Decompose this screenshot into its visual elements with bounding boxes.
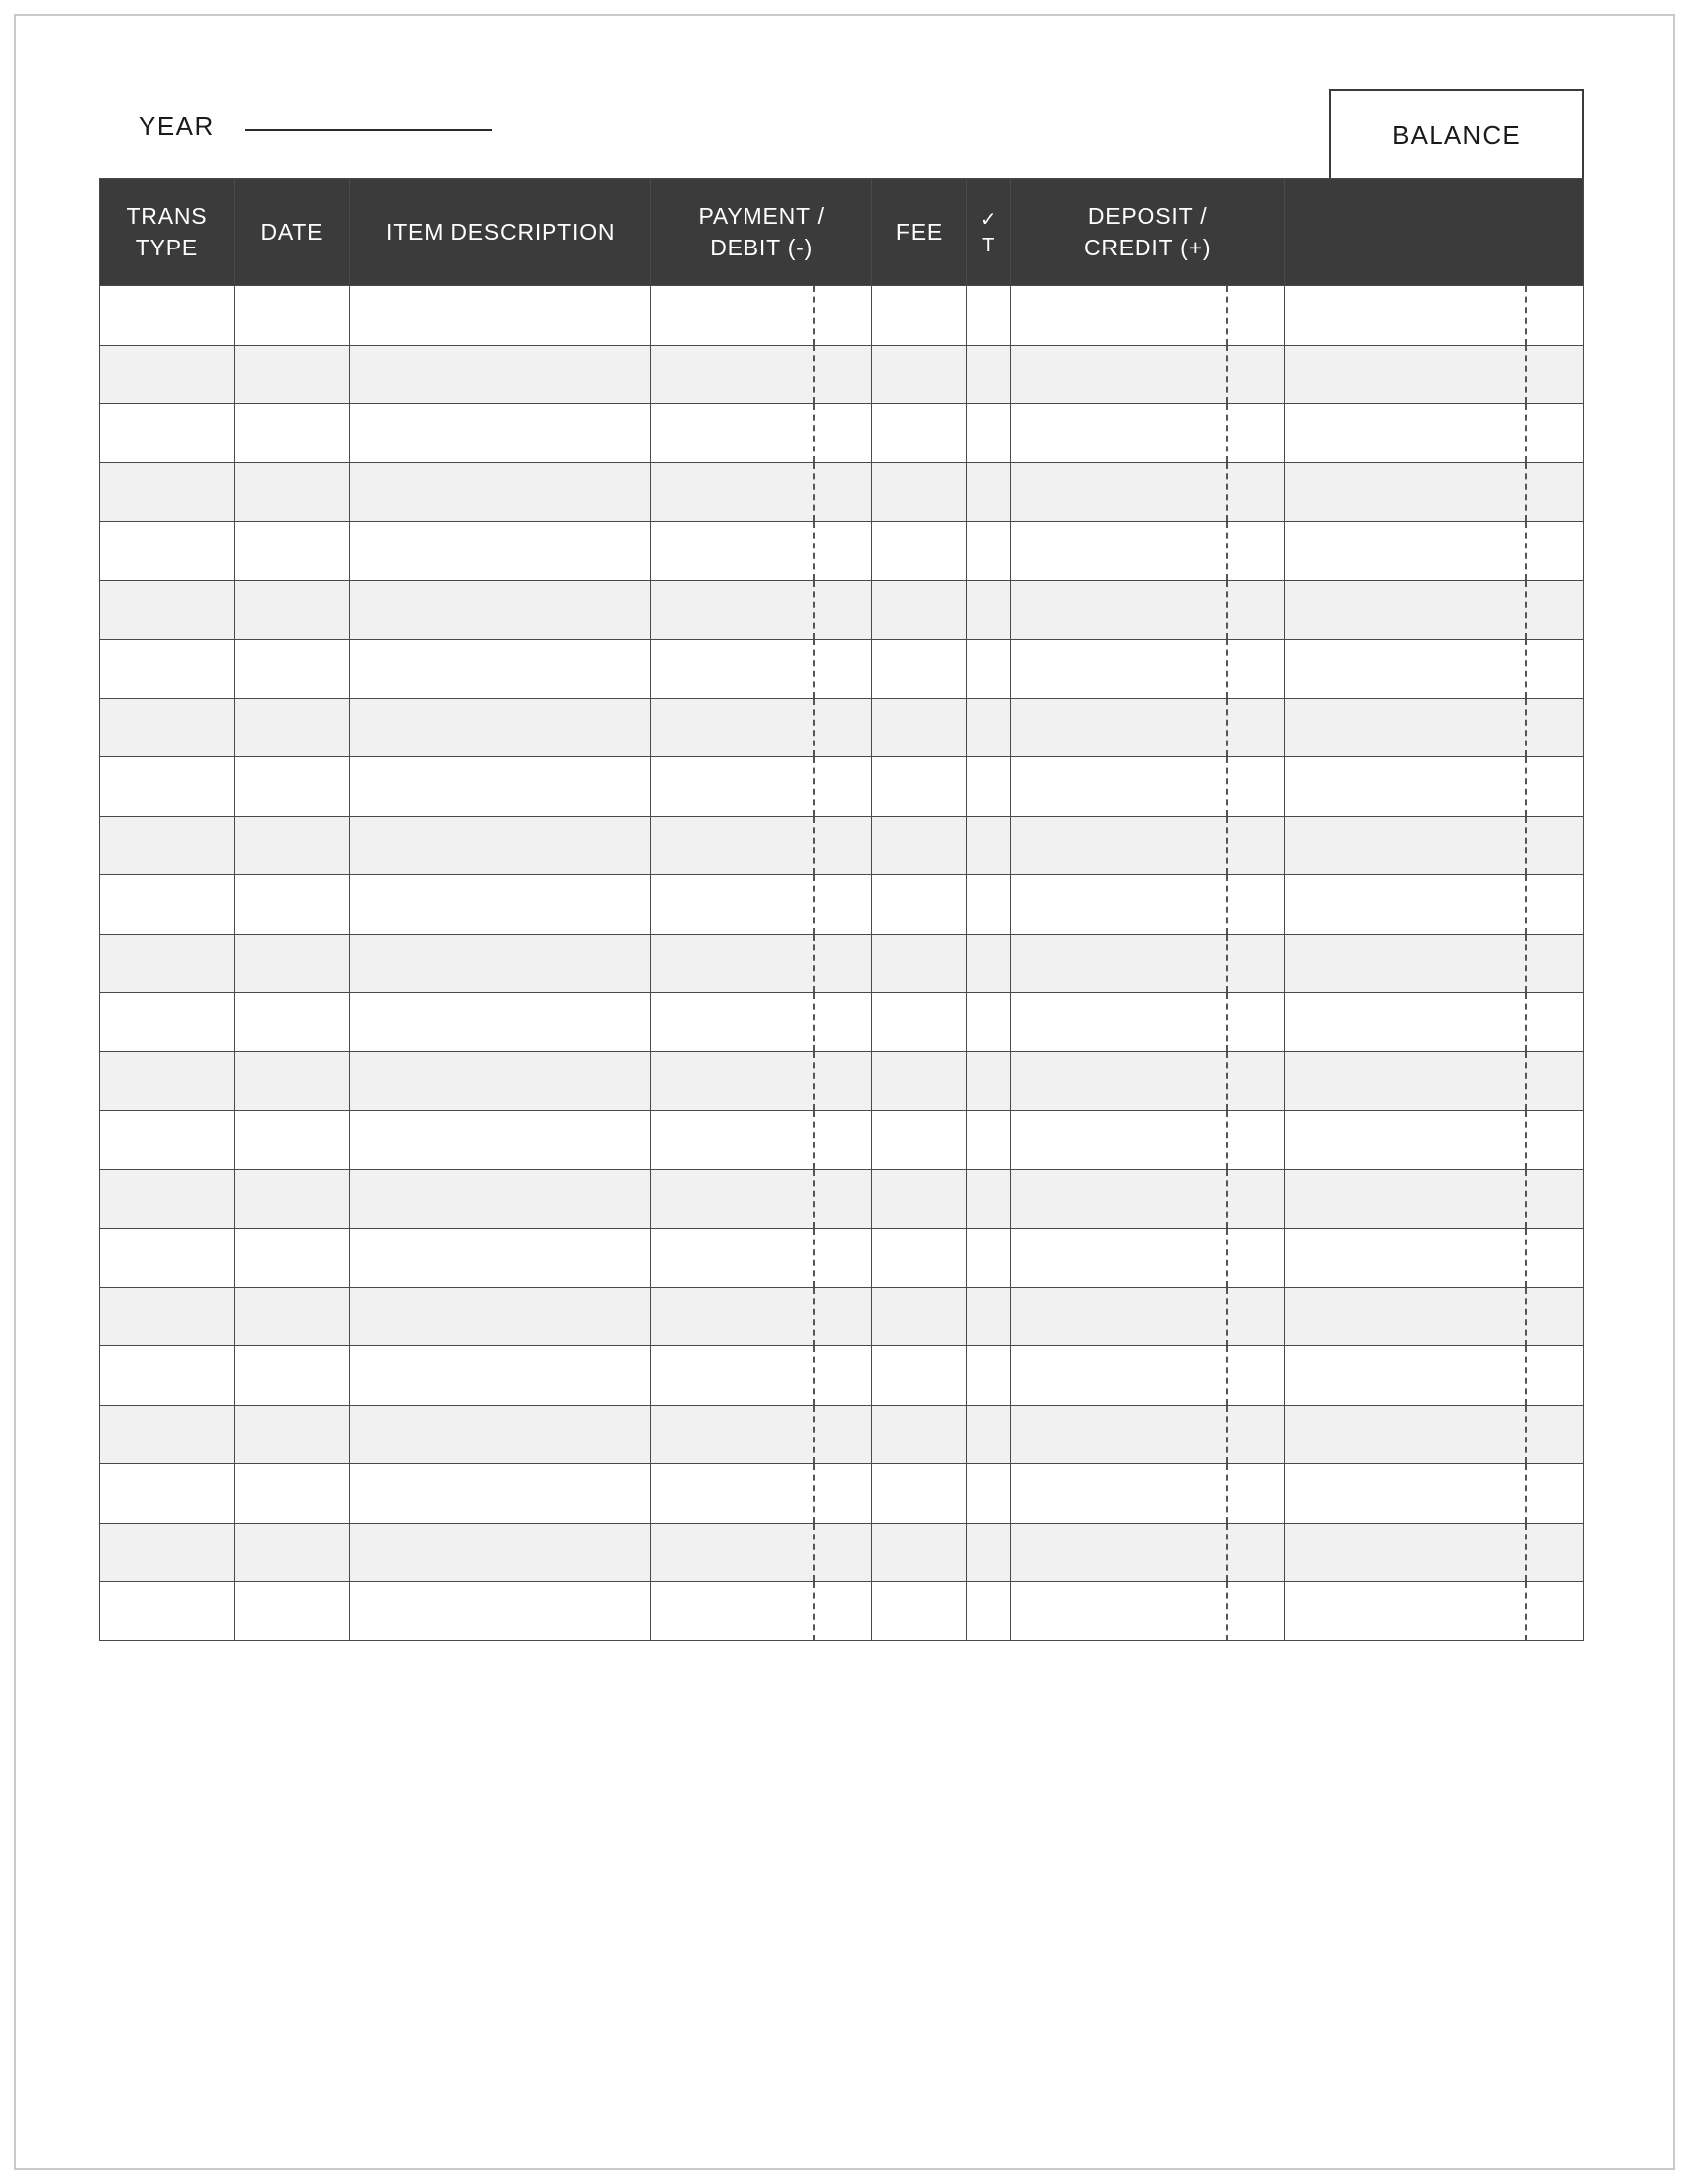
cell-fee[interactable] bbox=[871, 875, 966, 935]
cell-cleared-check[interactable] bbox=[966, 580, 1011, 640]
cell-item-description[interactable] bbox=[349, 1346, 650, 1406]
cents-divider bbox=[1525, 757, 1527, 816]
cents-divider bbox=[1226, 699, 1228, 757]
check-register-sheet bbox=[99, 89, 1584, 1641]
cell-fee[interactable] bbox=[871, 522, 966, 581]
cell-trans-type[interactable] bbox=[100, 934, 235, 993]
cents-divider bbox=[813, 286, 815, 345]
cell-item-description[interactable] bbox=[349, 1229, 650, 1288]
cell-item-description[interactable] bbox=[349, 993, 650, 1052]
cell-deposit-credit[interactable] bbox=[1011, 993, 1284, 1052]
year-label: YEAR bbox=[139, 111, 215, 141]
cents-divider bbox=[1525, 346, 1527, 404]
cell-trans-type[interactable] bbox=[100, 816, 235, 875]
cell-cleared-check[interactable] bbox=[966, 1169, 1011, 1229]
cents-divider bbox=[813, 699, 815, 757]
cell-fee[interactable] bbox=[871, 1287, 966, 1346]
cents-divider bbox=[813, 404, 815, 462]
cell-item-description[interactable] bbox=[349, 522, 650, 581]
cents-divider bbox=[813, 757, 815, 816]
cell-date[interactable] bbox=[234, 345, 349, 404]
cell-deposit-credit[interactable] bbox=[1011, 286, 1284, 346]
cell-item-description[interactable] bbox=[349, 1111, 650, 1170]
table-row bbox=[100, 404, 1584, 463]
cell-date[interactable] bbox=[234, 1464, 349, 1524]
cell-balance[interactable] bbox=[1284, 462, 1583, 522]
cell-fee[interactable] bbox=[871, 1405, 966, 1464]
cell-deposit-credit[interactable] bbox=[1011, 462, 1284, 522]
cell-balance[interactable] bbox=[1284, 1169, 1583, 1229]
cell-deposit-credit[interactable] bbox=[1011, 816, 1284, 875]
cell-payment-debit[interactable] bbox=[651, 1346, 872, 1406]
table-row bbox=[100, 1464, 1584, 1524]
cell-payment-debit[interactable] bbox=[651, 875, 872, 935]
cell-payment-debit[interactable] bbox=[651, 286, 872, 346]
cell-item-description[interactable] bbox=[349, 1169, 650, 1229]
cents-divider bbox=[1525, 1288, 1527, 1346]
cents-divider bbox=[1226, 463, 1228, 522]
cell-item-description[interactable] bbox=[349, 816, 650, 875]
cell-trans-type[interactable] bbox=[100, 1464, 235, 1524]
cell-payment-debit[interactable] bbox=[651, 462, 872, 522]
cell-trans-type[interactable] bbox=[100, 1111, 235, 1170]
cell-fee[interactable] bbox=[871, 816, 966, 875]
cell-balance[interactable] bbox=[1284, 1111, 1583, 1170]
cell-cleared-check[interactable] bbox=[966, 286, 1011, 346]
cell-deposit-credit[interactable] bbox=[1011, 698, 1284, 757]
cents-divider bbox=[813, 1582, 815, 1640]
table-row bbox=[100, 1051, 1584, 1111]
cents-divider bbox=[813, 1288, 815, 1346]
cents-divider bbox=[813, 875, 815, 934]
cell-balance[interactable] bbox=[1284, 816, 1583, 875]
cell-deposit-credit[interactable] bbox=[1011, 1287, 1284, 1346]
cell-date[interactable] bbox=[234, 816, 349, 875]
cents-divider bbox=[1525, 640, 1527, 698]
cell-fee[interactable] bbox=[871, 1464, 966, 1524]
cell-fee[interactable] bbox=[871, 580, 966, 640]
cents-divider bbox=[1226, 640, 1228, 698]
table-row bbox=[100, 1111, 1584, 1170]
cents-divider bbox=[1226, 1346, 1228, 1405]
cents-divider bbox=[1525, 1229, 1527, 1287]
cell-item-description[interactable] bbox=[349, 1287, 650, 1346]
cell-trans-type[interactable] bbox=[100, 875, 235, 935]
cell-deposit-credit[interactable] bbox=[1011, 1523, 1284, 1582]
cents-divider bbox=[813, 1524, 815, 1582]
table-row bbox=[100, 934, 1584, 993]
table-row bbox=[100, 875, 1584, 935]
cents-divider bbox=[1525, 1582, 1527, 1640]
cents-divider bbox=[1525, 935, 1527, 993]
cents-divider bbox=[1226, 1406, 1228, 1464]
cell-balance[interactable] bbox=[1284, 757, 1583, 817]
cents-divider bbox=[1525, 993, 1527, 1051]
col-header-payment-debit: PAYMENT / DEBIT (-) bbox=[651, 179, 872, 286]
cell-fee[interactable] bbox=[871, 1523, 966, 1582]
cell-trans-type[interactable] bbox=[100, 522, 235, 581]
cell-fee[interactable] bbox=[871, 640, 966, 699]
cents-divider bbox=[1525, 404, 1527, 462]
cents-divider bbox=[1525, 1406, 1527, 1464]
col-header-balance-spacer bbox=[1284, 179, 1583, 286]
cell-item-description[interactable] bbox=[349, 1051, 650, 1111]
cell-cleared-check[interactable] bbox=[966, 404, 1011, 463]
cents-divider bbox=[1226, 875, 1228, 934]
cell-balance[interactable] bbox=[1284, 993, 1583, 1052]
cents-divider bbox=[813, 1229, 815, 1287]
cell-balance[interactable] bbox=[1284, 1051, 1583, 1111]
table-row bbox=[100, 1229, 1584, 1288]
cell-payment-debit[interactable] bbox=[651, 993, 872, 1052]
cell-fee[interactable] bbox=[871, 1346, 966, 1406]
cents-divider bbox=[1525, 1346, 1527, 1405]
cell-deposit-credit[interactable] bbox=[1011, 1111, 1284, 1170]
cell-trans-type[interactable] bbox=[100, 1582, 235, 1641]
cell-fee[interactable] bbox=[871, 698, 966, 757]
cents-divider bbox=[813, 463, 815, 522]
check-icon: ✓ bbox=[979, 208, 998, 231]
year-input-line[interactable] bbox=[245, 128, 492, 131]
cell-date[interactable] bbox=[234, 286, 349, 346]
cell-item-description[interactable] bbox=[349, 580, 650, 640]
cell-payment-debit[interactable] bbox=[651, 1582, 872, 1641]
cell-payment-debit[interactable] bbox=[651, 757, 872, 817]
cell-deposit-credit[interactable] bbox=[1011, 580, 1284, 640]
cell-trans-type[interactable] bbox=[100, 404, 235, 463]
cell-balance[interactable] bbox=[1284, 698, 1583, 757]
cell-item-description[interactable] bbox=[349, 934, 650, 993]
cell-fee[interactable] bbox=[871, 462, 966, 522]
cents-divider bbox=[1226, 1229, 1228, 1287]
cell-date[interactable] bbox=[234, 934, 349, 993]
table-row bbox=[100, 640, 1584, 699]
cell-cleared-check[interactable] bbox=[966, 1523, 1011, 1582]
cell-cleared-check[interactable] bbox=[966, 640, 1011, 699]
cell-cleared-check[interactable] bbox=[966, 1287, 1011, 1346]
cell-trans-type[interactable] bbox=[100, 580, 235, 640]
cell-trans-type[interactable] bbox=[100, 1405, 235, 1464]
cell-item-description[interactable] bbox=[349, 698, 650, 757]
cents-divider bbox=[813, 581, 815, 640]
cell-balance[interactable] bbox=[1284, 286, 1583, 346]
table-row bbox=[100, 522, 1584, 581]
cell-cleared-check[interactable] bbox=[966, 816, 1011, 875]
cell-item-description[interactable] bbox=[349, 462, 650, 522]
cell-payment-debit[interactable] bbox=[651, 580, 872, 640]
cell-trans-type[interactable] bbox=[100, 1169, 235, 1229]
cell-date[interactable] bbox=[234, 522, 349, 581]
col-header-date: DATE bbox=[234, 179, 349, 286]
cents-divider bbox=[1226, 817, 1228, 875]
cents-divider bbox=[1525, 1170, 1527, 1229]
cell-item-description[interactable] bbox=[349, 1405, 650, 1464]
cents-divider bbox=[813, 640, 815, 698]
cell-deposit-credit[interactable] bbox=[1011, 1346, 1284, 1406]
cell-item-description[interactable] bbox=[349, 404, 650, 463]
cell-cleared-check[interactable] bbox=[966, 1464, 1011, 1524]
cell-date[interactable] bbox=[234, 640, 349, 699]
cell-item-description[interactable] bbox=[349, 757, 650, 817]
cell-cleared-check[interactable] bbox=[966, 462, 1011, 522]
balance-header-box bbox=[1329, 89, 1584, 178]
cents-divider bbox=[1226, 404, 1228, 462]
cell-cleared-check[interactable] bbox=[966, 1051, 1011, 1111]
cell-item-description[interactable] bbox=[349, 1523, 650, 1582]
table-row bbox=[100, 757, 1584, 817]
cents-divider bbox=[1525, 817, 1527, 875]
col-header-cleared-check: ✓ T bbox=[966, 179, 1011, 286]
cell-fee[interactable] bbox=[871, 1111, 966, 1170]
cents-divider bbox=[1226, 522, 1228, 580]
cell-balance[interactable] bbox=[1284, 1523, 1583, 1582]
cell-payment-debit[interactable] bbox=[651, 1523, 872, 1582]
cell-cleared-check[interactable] bbox=[966, 1582, 1011, 1641]
cell-payment-debit[interactable] bbox=[651, 1405, 872, 1464]
table-row bbox=[100, 345, 1584, 404]
cents-divider bbox=[813, 1052, 815, 1111]
cell-deposit-credit[interactable] bbox=[1011, 1169, 1284, 1229]
cell-trans-type[interactable] bbox=[100, 1051, 235, 1111]
cell-cleared-check[interactable] bbox=[966, 757, 1011, 817]
cell-deposit-credit[interactable] bbox=[1011, 1464, 1284, 1524]
cents-divider bbox=[1525, 1524, 1527, 1582]
cell-fee[interactable] bbox=[871, 1169, 966, 1229]
cents-divider bbox=[1226, 1464, 1228, 1523]
cell-date[interactable] bbox=[234, 1582, 349, 1641]
cell-item-description[interactable] bbox=[349, 640, 650, 699]
cell-fee[interactable] bbox=[871, 757, 966, 817]
cell-date[interactable] bbox=[234, 698, 349, 757]
cell-fee[interactable] bbox=[871, 1051, 966, 1111]
cell-item-description[interactable] bbox=[349, 875, 650, 935]
cell-payment-debit[interactable] bbox=[651, 1051, 872, 1111]
cents-divider bbox=[813, 522, 815, 580]
cell-deposit-credit[interactable] bbox=[1011, 1582, 1284, 1641]
cell-balance[interactable] bbox=[1284, 875, 1583, 935]
cell-cleared-check[interactable] bbox=[966, 934, 1011, 993]
cell-fee[interactable] bbox=[871, 1582, 966, 1641]
cell-date[interactable] bbox=[234, 1346, 349, 1406]
balance-header-label: BALANCE bbox=[1392, 119, 1521, 149]
sheet-header-row bbox=[99, 89, 1584, 178]
cell-trans-type[interactable] bbox=[100, 462, 235, 522]
cents-divider bbox=[813, 1406, 815, 1464]
cell-balance[interactable] bbox=[1284, 1229, 1583, 1288]
cell-payment-debit[interactable] bbox=[651, 1287, 872, 1346]
cell-deposit-credit[interactable] bbox=[1011, 404, 1284, 463]
cents-divider bbox=[1525, 463, 1527, 522]
cell-balance[interactable] bbox=[1284, 404, 1583, 463]
cell-cleared-check[interactable] bbox=[966, 698, 1011, 757]
cell-cleared-check[interactable] bbox=[966, 1111, 1011, 1170]
cents-divider bbox=[1226, 993, 1228, 1051]
cell-payment-debit[interactable] bbox=[651, 404, 872, 463]
cell-item-description[interactable] bbox=[349, 286, 650, 346]
cell-deposit-credit[interactable] bbox=[1011, 345, 1284, 404]
cell-date[interactable] bbox=[234, 1111, 349, 1170]
cents-divider bbox=[813, 346, 815, 404]
cell-deposit-credit[interactable] bbox=[1011, 934, 1284, 993]
cents-divider bbox=[1525, 1464, 1527, 1523]
year-field-group bbox=[139, 111, 492, 142]
table-row bbox=[100, 462, 1584, 522]
cell-deposit-credit[interactable] bbox=[1011, 1405, 1284, 1464]
cell-cleared-check[interactable] bbox=[966, 1405, 1011, 1464]
cell-deposit-credit[interactable] bbox=[1011, 522, 1284, 581]
cell-date[interactable] bbox=[234, 462, 349, 522]
cents-divider bbox=[1525, 581, 1527, 640]
cell-payment-debit[interactable] bbox=[651, 698, 872, 757]
cell-deposit-credit[interactable] bbox=[1011, 1229, 1284, 1288]
cell-balance[interactable] bbox=[1284, 1346, 1583, 1406]
cents-divider bbox=[1226, 286, 1228, 345]
header-row bbox=[100, 179, 1584, 286]
cell-date[interactable] bbox=[234, 1287, 349, 1346]
cell-deposit-credit[interactable] bbox=[1011, 1051, 1284, 1111]
cents-divider bbox=[813, 1170, 815, 1229]
table-row bbox=[100, 286, 1584, 346]
cents-divider bbox=[1226, 1052, 1228, 1111]
cents-divider bbox=[1525, 286, 1527, 345]
cell-balance[interactable] bbox=[1284, 1582, 1583, 1641]
cell-date[interactable] bbox=[234, 1051, 349, 1111]
cents-divider bbox=[1226, 1170, 1228, 1229]
cell-cleared-check[interactable] bbox=[966, 993, 1011, 1052]
cell-fee[interactable] bbox=[871, 1229, 966, 1288]
cell-trans-type[interactable] bbox=[100, 286, 235, 346]
cell-date[interactable] bbox=[234, 404, 349, 463]
cell-trans-type[interactable] bbox=[100, 1229, 235, 1288]
table-row bbox=[100, 580, 1584, 640]
cents-divider bbox=[1226, 1582, 1228, 1640]
cell-trans-type[interactable] bbox=[100, 993, 235, 1052]
cell-item-description[interactable] bbox=[349, 1582, 650, 1641]
cell-fee[interactable] bbox=[871, 993, 966, 1052]
cents-divider bbox=[1226, 346, 1228, 404]
table-row bbox=[100, 1523, 1584, 1582]
cents-divider bbox=[1226, 1288, 1228, 1346]
cell-date[interactable] bbox=[234, 1169, 349, 1229]
cell-cleared-check[interactable] bbox=[966, 522, 1011, 581]
cell-deposit-credit[interactable] bbox=[1011, 875, 1284, 935]
table-row bbox=[100, 816, 1584, 875]
cents-divider bbox=[813, 935, 815, 993]
cell-cleared-check[interactable] bbox=[966, 345, 1011, 404]
cents-divider bbox=[1226, 757, 1228, 816]
cell-cleared-check[interactable] bbox=[966, 1229, 1011, 1288]
cell-trans-type[interactable] bbox=[100, 345, 235, 404]
cell-trans-type[interactable] bbox=[100, 757, 235, 817]
cell-cleared-check[interactable] bbox=[966, 1346, 1011, 1406]
cell-fee[interactable] bbox=[871, 345, 966, 404]
col-header-fee: FEE bbox=[871, 179, 966, 286]
cell-payment-debit[interactable] bbox=[651, 640, 872, 699]
table-row bbox=[100, 1169, 1584, 1229]
cents-divider bbox=[1226, 935, 1228, 993]
table-row bbox=[100, 1346, 1584, 1406]
cell-date[interactable] bbox=[234, 1229, 349, 1288]
cell-balance[interactable] bbox=[1284, 640, 1583, 699]
cell-date[interactable] bbox=[234, 875, 349, 935]
cell-payment-debit[interactable] bbox=[651, 1229, 872, 1288]
cell-balance[interactable] bbox=[1284, 522, 1583, 581]
table-row bbox=[100, 993, 1584, 1052]
cell-fee[interactable] bbox=[871, 934, 966, 993]
cell-trans-type[interactable] bbox=[100, 698, 235, 757]
cell-deposit-credit[interactable] bbox=[1011, 757, 1284, 817]
cell-date[interactable] bbox=[234, 1523, 349, 1582]
cents-divider bbox=[813, 993, 815, 1051]
cents-divider bbox=[1525, 1052, 1527, 1111]
cell-payment-debit[interactable] bbox=[651, 1464, 872, 1524]
cell-date[interactable] bbox=[234, 1405, 349, 1464]
cell-trans-type[interactable] bbox=[100, 1346, 235, 1406]
cents-divider bbox=[1226, 1111, 1228, 1169]
cents-divider bbox=[813, 1111, 815, 1169]
cell-balance[interactable] bbox=[1284, 345, 1583, 404]
table-row bbox=[100, 1582, 1584, 1641]
cents-divider bbox=[1525, 699, 1527, 757]
cell-payment-debit[interactable] bbox=[651, 934, 872, 993]
cell-cleared-check[interactable] bbox=[966, 875, 1011, 935]
cents-divider bbox=[813, 817, 815, 875]
cents-divider bbox=[1525, 522, 1527, 580]
cents-divider bbox=[813, 1464, 815, 1523]
register-table-body bbox=[100, 286, 1584, 1641]
cell-balance[interactable] bbox=[1284, 580, 1583, 640]
cell-balance[interactable] bbox=[1284, 934, 1583, 993]
cell-payment-debit[interactable] bbox=[651, 522, 872, 581]
table-row bbox=[100, 1405, 1584, 1464]
col-header-item-description: ITEM DESCRIPTION bbox=[349, 179, 650, 286]
cents-divider bbox=[1226, 1524, 1228, 1582]
cell-payment-debit[interactable] bbox=[651, 1111, 872, 1170]
cell-balance[interactable] bbox=[1284, 1287, 1583, 1346]
cell-fee[interactable] bbox=[871, 286, 966, 346]
cents-divider bbox=[1226, 581, 1228, 640]
cents-divider bbox=[1525, 875, 1527, 934]
cents-divider bbox=[1525, 1111, 1527, 1169]
table-row bbox=[100, 698, 1584, 757]
cell-balance[interactable] bbox=[1284, 1405, 1583, 1464]
cell-trans-type[interactable] bbox=[100, 1287, 235, 1346]
cell-trans-type[interactable] bbox=[100, 640, 235, 699]
cell-item-description[interactable] bbox=[349, 345, 650, 404]
cents-divider bbox=[813, 1346, 815, 1405]
cell-payment-debit[interactable] bbox=[651, 345, 872, 404]
register-table bbox=[99, 178, 1584, 1641]
cell-date[interactable] bbox=[234, 757, 349, 817]
cell-fee[interactable] bbox=[871, 404, 966, 463]
cell-trans-type[interactable] bbox=[100, 1523, 235, 1582]
cell-payment-debit[interactable] bbox=[651, 816, 872, 875]
cell-payment-debit[interactable] bbox=[651, 1169, 872, 1229]
cell-date[interactable] bbox=[234, 580, 349, 640]
table-row bbox=[100, 1287, 1584, 1346]
col-header-trans-type: TRANS TYPE bbox=[100, 179, 235, 286]
cell-date[interactable] bbox=[234, 993, 349, 1052]
cell-deposit-credit[interactable] bbox=[1011, 640, 1284, 699]
cell-item-description[interactable] bbox=[349, 1464, 650, 1524]
cell-balance[interactable] bbox=[1284, 1464, 1583, 1524]
register-table-head bbox=[100, 179, 1584, 286]
col-header-deposit-credit: DEPOSIT / CREDIT (+) bbox=[1011, 179, 1284, 286]
